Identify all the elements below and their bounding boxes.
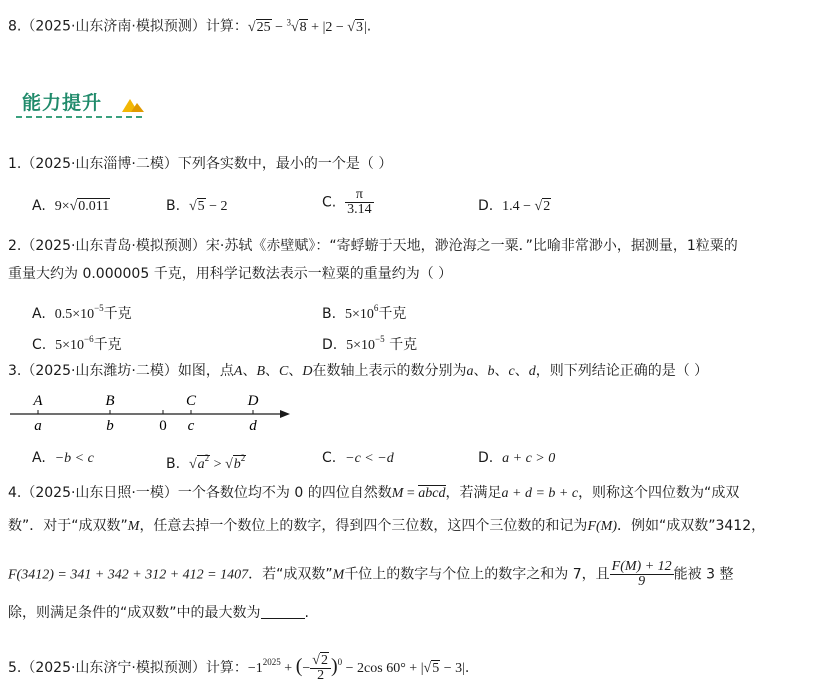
question-4-line-4: 除，则满足条件的“成双数”中的最大数为 . bbox=[8, 605, 309, 621]
section-title: 能力提升 bbox=[22, 92, 103, 114]
number-line-figure bbox=[0, 388, 300, 436]
question-8: 8.（2025·山东济南·模拟预测）计算：√25 − $^3$√8 + |2 − √3|. bbox=[8, 17, 372, 35]
q1-option-c: C. $\frac{\pi}{3.14}$ bbox=[322, 187, 372, 217]
question-5: 5.（2025·山东济宁·模拟预测）计算：$-1^{2025}$ + (− $\frac{√2}{2}$ )$^0$ − 2cos 60° + |√5 − 3|. bbox=[8, 652, 470, 683]
q8-prefix: 8.（2025·山东济南·模拟预测）计算： bbox=[8, 18, 248, 35]
q2-option-a: A. $0.5\times 10^{-5}$千克 bbox=[32, 303, 132, 322]
q3-option-c: C. −c < −d bbox=[322, 450, 394, 466]
axis-label-B: B bbox=[105, 393, 115, 409]
answer-blank[interactable] bbox=[261, 604, 305, 619]
q3-option-a: A. −b < c bbox=[32, 450, 94, 466]
q2-option-b: B. $5\times 10^6$千克 bbox=[322, 303, 407, 322]
section-header-ability bbox=[16, 86, 142, 118]
q1-option-a: A. 9×√0.011 bbox=[32, 198, 110, 214]
q2-option-d: D. $5\times 10^{-5}$ 千克 bbox=[322, 334, 418, 353]
q1-option-d: D. 1.4 − √2 bbox=[478, 198, 551, 214]
axis-value-zero: 0 bbox=[159, 418, 167, 434]
q8-expression: √25 − $^3$√8 + |2 − √3| bbox=[247, 17, 367, 35]
question-4-line-2: 数”．对于“成双数”M，任意去掉一个数位上的数字，得到四个三位数，这四个三位数的和记为F(M)．例如“成双数”3412， bbox=[8, 518, 766, 534]
question-4-line-1: 4.（2025·山东日照·一模）一个各数位均不为 0 的四位自然数M = abcd，若满足a + d = b + c，则称这个四位数为“成双 bbox=[8, 485, 740, 501]
q1-option-b: B. √5 − 2 bbox=[166, 198, 228, 214]
axis-label-A: A bbox=[33, 393, 43, 409]
axis-arrow-icon bbox=[280, 410, 290, 418]
q3-option-b: B. $√a^2 > √b^2$ bbox=[166, 453, 246, 472]
q2-option-c: C. $5\times 10^{-6}$千克 bbox=[32, 334, 122, 353]
question-1-stem: 1.（2025·山东淄博·二模）下列各实数中，最小的一个是（ ） bbox=[8, 156, 393, 172]
axis-value-a: a bbox=[34, 418, 42, 434]
question-2-line-2: 重量大约为 0.000005 千克，用科学记数法表示一粒粟的重量约为（ ） bbox=[8, 266, 453, 282]
axis-value-b: b bbox=[106, 418, 114, 434]
question-3-stem: 3.（2025·山东潍坊·二模）如图，点A、B、C、D在数轴上表示的数分别为a、b、c、d，则下列结论正确的是（ ） bbox=[8, 363, 709, 379]
q3-option-d: D. a + c > 0 bbox=[478, 450, 556, 466]
axis-value-c: c bbox=[187, 418, 195, 434]
mountain-icon bbox=[122, 96, 144, 112]
axis-label-C: C bbox=[185, 393, 197, 409]
question-4-line-3: F(3412) = 341 + 342 + 312 + 412 = 1407．若“成双数”M千位上的数字与个位上的数字之和为 7，且 $\frac{F(M) + 12}{9}$ 能被 3 整 bbox=[8, 559, 734, 589]
axis-value-d: d bbox=[249, 418, 257, 434]
axis-label-D: D bbox=[247, 393, 259, 409]
question-2-line-1: 2.（2025·山东青岛·模拟预测）宋·苏轼《赤壁赋》：“寄蜉蝣于天地，渺沧海之一粟．”比喻非常渺小，据测量，1粒粟的 bbox=[8, 238, 738, 254]
